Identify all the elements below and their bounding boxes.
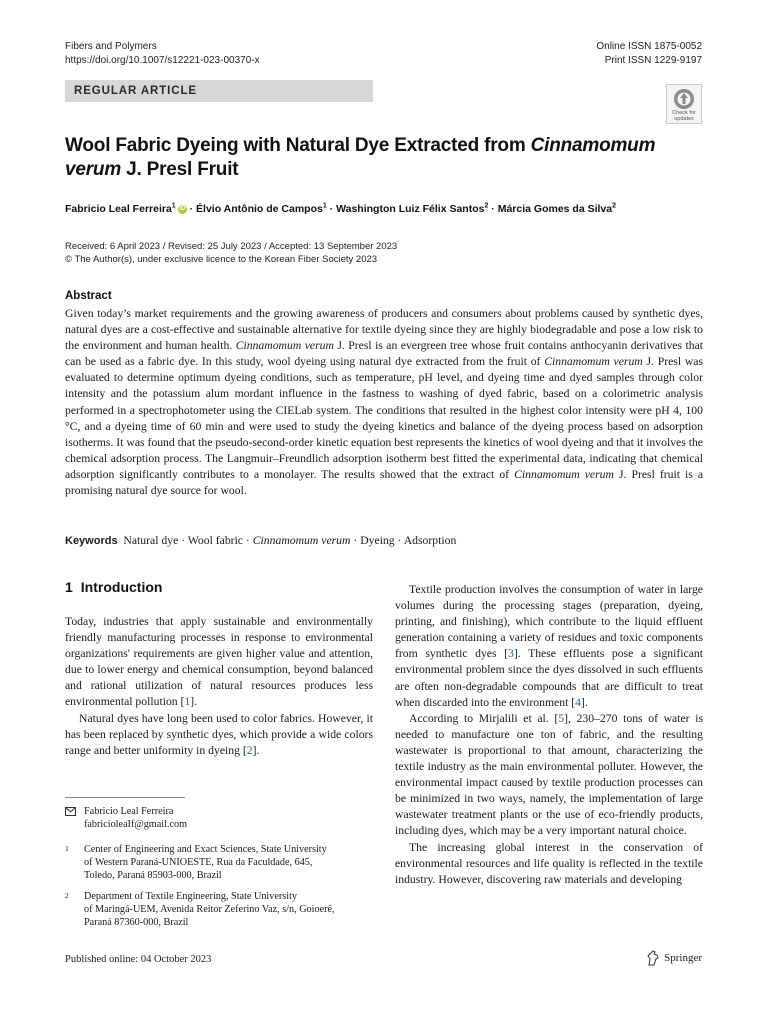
copyright-line: © The Author(s), under exclusive licence to the Korean Fiber Society 2023 — [65, 254, 378, 265]
ref-link-5[interactable]: 5 — [558, 711, 565, 725]
affiliation-2-number: 2 — [65, 891, 69, 900]
print-issn: Print ISSN 1229-9197 — [604, 55, 702, 66]
right-column — [395, 582, 703, 888]
corresponding-author — [84, 805, 369, 831]
published-date: Published online: 04 October 2023 — [65, 954, 212, 965]
text: ]. — [580, 695, 588, 709]
left-paragraph-1 — [65, 614, 373, 711]
keyword-sep: · — [243, 534, 253, 547]
journal-name: Fibers and Polymers — [65, 41, 157, 52]
keyword-3[interactable]: Cinnamomum verum — [252, 534, 351, 547]
keyword-sep: · — [178, 534, 188, 547]
affiliation-1-number: 1 — [65, 844, 69, 853]
affiliation-2-marker — [65, 889, 79, 902]
author-sep: · — [186, 203, 197, 215]
keyword-sep: · — [350, 534, 361, 547]
ref-link-3[interactable]: 3 — [508, 647, 514, 661]
article-title — [65, 134, 665, 182]
keyword-4[interactable]: Dyeing — [360, 534, 395, 547]
corresponding-name: Fabricio Leal Ferreira — [84, 806, 174, 817]
author-2-aff: 1 — [322, 202, 327, 210]
right-paragraph-1 — [395, 582, 703, 711]
abstract-heading: Abstract — [65, 290, 112, 302]
section-heading — [65, 579, 162, 595]
section-title: Introduction — [80, 579, 163, 595]
online-issn: Online ISSN 1875-0052 — [596, 41, 702, 52]
text: Natural dyes have long been used to color fabrics. However, it has been replaced by synthetic dyes, which provide a wide colors range and better uniformity in dyeing [ — [65, 711, 373, 757]
author-3[interactable]: Washington Luiz Félix Santos — [336, 203, 485, 215]
journal-header — [65, 40, 260, 68]
author-sep: · — [326, 203, 337, 215]
affiliation-2-line: Paraná 87360-000, Brazil — [84, 917, 189, 929]
author-4-aff: 2 — [612, 202, 617, 210]
keyword-5[interactable]: Adsorption — [403, 534, 457, 547]
check-updates-icon — [673, 88, 695, 110]
affiliation-2 — [84, 890, 369, 930]
keyword-1[interactable]: Natural dye — [123, 534, 179, 547]
abstract-text-1: Given today’s market requirements and the growing awareness of producers and consumers about problems caused by synthetic dyes, natural dyes are a cost-effective and sustainable alternative for textile dyeing since they are highly biodegradable and pose a low risk to the environment and human health. — [65, 307, 703, 353]
check-for-updates-badge[interactable] — [666, 84, 702, 124]
affiliation-2-line: Department of Textile Engineering, State University — [84, 891, 297, 902]
issn-block — [596, 40, 702, 68]
keywords-line — [65, 533, 456, 549]
right-paragraph-2 — [395, 711, 703, 840]
orcid-icon[interactable]: iD — [179, 205, 186, 212]
text: Today, industries that apply sustainable and environmentally friendly manufacturing processes in response to environmental organizations' requirements are given higher value and attention, due to lower energy and chemical consumption, beyond balanced and rational utilization of natural resources produces less environmental pollution [ — [65, 615, 373, 709]
abstract-text-2: J. Presl is an evergreen tree whose fruit contains anthocyanin derivatives that can be used as a fabric dye. In this study, wool dyeing using natural dye extracted from the fruit of — [65, 339, 704, 369]
footnote-divider — [65, 797, 185, 798]
affiliation-1-marker — [65, 842, 79, 855]
author-sep: · — [488, 203, 498, 215]
title-text-1: Wool Fabric Dyeing with Natural Dye Extracted from — [65, 135, 531, 156]
ref-link-4[interactable]: 4 — [575, 695, 581, 709]
title-italic-1: Cinnamomum — [530, 135, 656, 156]
right-paragraph-3: The increasing global interest in the conservation of environmental resources and life quality is reflected in the textile industry. However, discovering raw materials and developing — [395, 840, 703, 886]
text: According to Mirjalili et al. [ — [409, 711, 559, 725]
text: ]. — [190, 695, 198, 709]
author-list — [65, 201, 745, 217]
article-type-banner — [65, 80, 373, 102]
left-paragraph-2 — [65, 711, 373, 759]
abstract-italic-2: Cinnamomum verum — [544, 355, 643, 369]
corresponding-email[interactable]: fabricioleaIf@gmail.com — [84, 819, 188, 831]
keyword-sep: · — [394, 534, 404, 547]
keyword-2[interactable]: Wool fabric — [187, 534, 243, 547]
author-1[interactable]: Fabricio Leal Ferreira — [65, 203, 172, 215]
title-italic-2: verum — [65, 159, 122, 180]
doi-link[interactable]: https://doi.org/10.1007/s12221-023-00370-x — [65, 55, 260, 66]
abstract-text-3: J. Presl was evaluated to determine optimum dyeing conditions, such as temperature, pH level, and dyeing time and dyed samples through color intensity and the potassium alum mordant influence in the fastness to washing of dyed fabric, based on a colorimetric analysis performed in a spectrophotometer using the CIELab system. The conditions that resulted in the highest color intensity were pH 4, 100 °C, and a dyeing time of 60 min and were used to study the dyeing kinetics and balance of the dyeing process based on adsorption isotherms. It was found that the pseudo-second-order kinetic equation best represents the kinetics of wool dyeing and that it involves the chemical adsorption process. The Langmuir–Freundlich adsorption isotherm best fitted the experimental data, indicating that chemical adsorption significantly contributes to a monolayer. The results showed that the extract of — [65, 355, 703, 481]
springer-horse-icon — [646, 950, 660, 966]
author-4[interactable]: Márcia Gomes da Silva — [497, 203, 613, 215]
affiliation-2-line: of Maringá-UEM, Avenida Reitor Zeferino Vaz, s/n, Goioerê, — [84, 904, 335, 916]
ref-link-2[interactable]: 2 — [246, 743, 253, 757]
affiliation-1 — [84, 843, 369, 883]
ref-link-1[interactable]: 1 — [184, 695, 191, 709]
abstract-italic-1: Cinnamomum verum — [235, 339, 334, 353]
author-1-aff: 1 — [171, 202, 176, 210]
text: ]. — [252, 743, 260, 757]
title-text-2: J. Presl Fruit — [121, 159, 239, 180]
abstract-italic-3: Cinnamomum verum — [514, 467, 614, 481]
left-column — [65, 614, 373, 759]
text: ]. These effluents pose a significant environmental problem since the dyes dissolved in such effluents are often non-degradable compounds that are difficult to treat when discarded into the environment [ — [395, 647, 703, 709]
article-dates — [65, 240, 397, 266]
text: ], 230–270 tons of water is needed to manufacture one ton of fabric, and the resulting wastewater is proportional to that amount, characterizing the textile industry as the main environmental polluter. However, the environmental impact caused by textile production processes can be minimized in two ways, namely, the implementation of large wastewater treatment plants or the use of eco-friendly products, including dyes, which may be a very important natural choice. — [395, 711, 703, 838]
author-3-aff: 2 — [484, 202, 489, 210]
keywords-label: Keywords — [65, 535, 118, 547]
section-number: 1 — [65, 579, 73, 595]
article-type-label: REGULAR ARTICLE — [74, 85, 197, 97]
author-2[interactable]: Élvio Antônio de Campos — [196, 203, 323, 215]
publisher-name: Springer — [664, 952, 702, 964]
check-label-2: updates — [674, 116, 694, 122]
affiliation-1-line: of Western Paraná-UNIOESTE, Rua da Faculdade, 645, — [84, 857, 313, 869]
abstract-text-4: J. Presl fruit is a promising natural dye source for wool. — [65, 467, 704, 498]
envelope-icon — [65, 807, 76, 816]
publisher-logo[interactable] — [646, 950, 702, 966]
history-line: Received: 6 April 2023 / Revised: 25 July 2023 / Accepted: 13 September 2023 — [65, 241, 398, 252]
text: Textile production involves the consumption of water in large volumes during the processing stages (preparation, dyeing, printing, and finishing), which contribute to the liquid effluent generation containing a variety of residues and toxic components from synthetic dyes [ — [395, 583, 703, 661]
check-label-1: Check for — [672, 110, 696, 116]
affiliation-1-line: Toledo, Paraná 85903-000, Brazil — [84, 870, 222, 882]
abstract-body — [65, 306, 703, 499]
affiliation-1-line: Center of Engineering and Exact Sciences, State University — [84, 844, 327, 855]
